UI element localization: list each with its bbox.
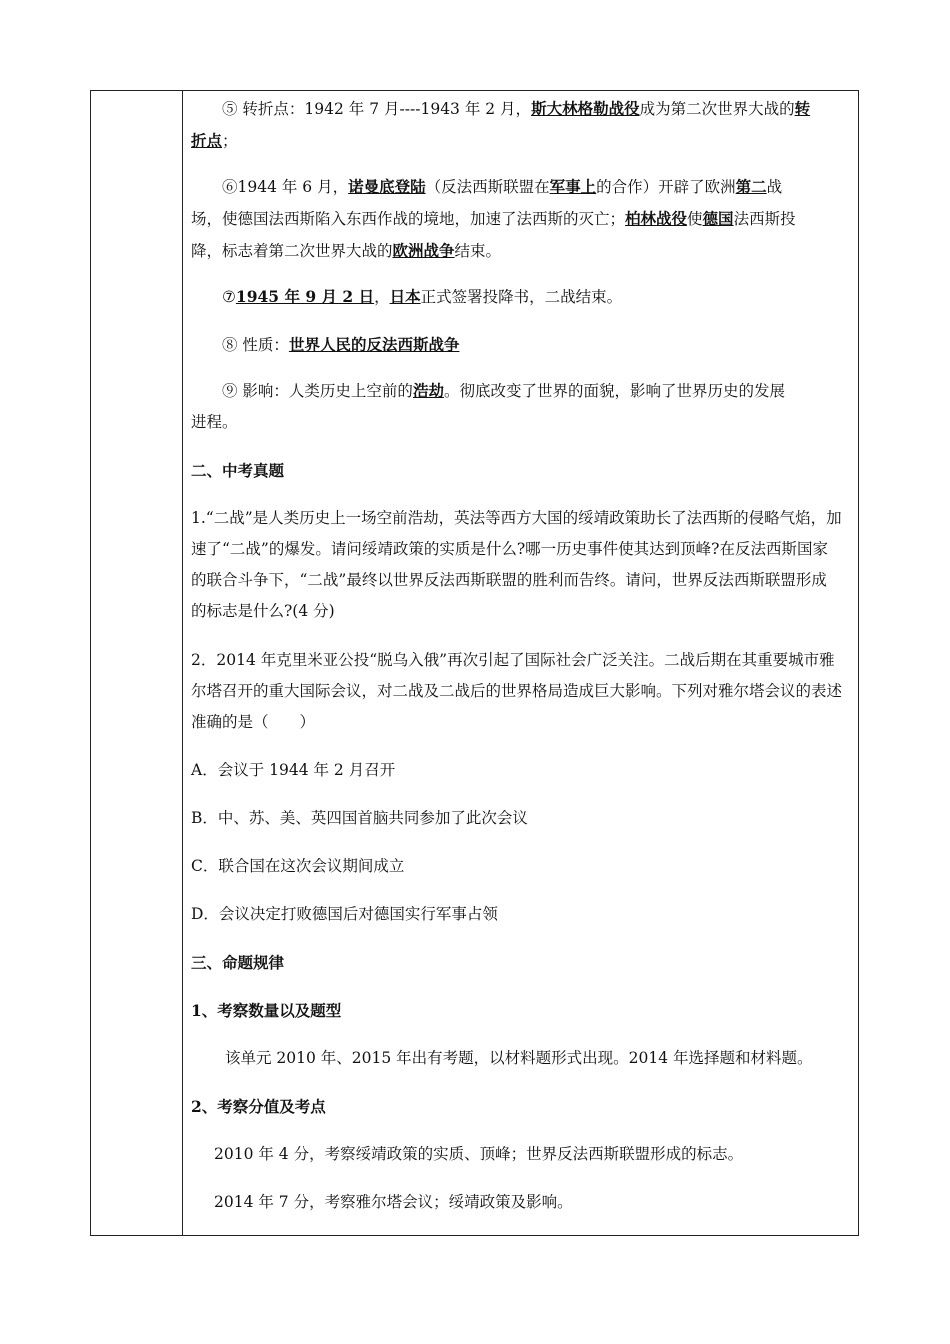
option-b: B．中、苏、美、英四国首脑共同参加了此次会议 xyxy=(191,809,528,827)
key-term: 军事上 xyxy=(549,177,597,196)
point-8 xyxy=(191,329,842,361)
column-divider xyxy=(182,91,183,1235)
section-3-title: 三、命题规律 xyxy=(191,953,285,972)
text: ⑦ xyxy=(222,288,236,306)
text: 战 xyxy=(766,178,783,196)
text: 场，使德国法西斯陷入东西作战的境地，加速了法西斯的灭亡； xyxy=(191,210,626,228)
key-term: 柏林战役 xyxy=(625,209,688,228)
text: ⑨ 影响：人类历史上空前的 xyxy=(222,382,413,400)
question-1: 1.“二战”是人类历史上一场空前浩劫，英法等西方大国的绥靖政策助长了法西斯的侵略气焰，加速了“二战”的爆发。请问绥靖政策的实质是什么?哪一历史事件使其达到顶峰?在反法西斯国家的联合斗争下，“二战”最终以世界反法西斯联盟的胜利而告终。请问，世界反法西斯联盟形成的标志是什么?(4 分) xyxy=(191,509,842,620)
key-term: 折点 xyxy=(191,131,223,150)
outline-table xyxy=(90,90,859,1236)
key-term: 世界人民的反法西斯战争 xyxy=(288,335,460,354)
text: 正式签署投降书，二战结束。 xyxy=(420,288,623,306)
key-term: 1945 年 9 月 2 日 xyxy=(235,287,375,306)
question-2: 2．2014 年克里米亚公投“脱乌入俄”再次引起了国际社会广泛关注。二战后期在其重要城市雅尔塔召开的重大国际会议，对二战及二战后的世界格局造成巨大影响。下列对雅尔塔会议的表述准确的是（ ） xyxy=(191,651,843,731)
text: ⑧ 性质： xyxy=(222,336,289,354)
text: 成为第二次世界大战的 xyxy=(639,100,795,118)
text: 降，标志着第二次世界大战的 xyxy=(191,242,393,260)
text: ⑥1944 年 6 月， xyxy=(222,178,349,196)
key-term: 第二 xyxy=(735,177,767,196)
key-term: 斯大林格勒战役 xyxy=(531,99,640,118)
text: 。彻底改变了世界的面貌，影响了世界历史的发展 xyxy=(443,382,785,400)
text: ⑤ 转折点：1942 年 7 月----1943 年 2 月， xyxy=(222,100,532,118)
subsection-2-title: 2、考察分值及考点 xyxy=(191,1097,326,1116)
text: ， xyxy=(374,288,390,306)
option-d: D．会议决定打败德国后对德国实行军事占领 xyxy=(191,905,498,923)
subsection-1-title: 1、考察数量以及题型 xyxy=(191,1001,342,1020)
key-term: 诺曼底登陆 xyxy=(348,177,426,196)
text: 进程。 xyxy=(191,413,238,431)
text: 结束。 xyxy=(454,242,502,260)
subsection-2-line-2: 2014 年 7 分，考察雅尔塔会议；绥靖政策及影响。 xyxy=(214,1193,573,1211)
point-6 xyxy=(191,171,842,267)
key-term: 转 xyxy=(794,99,811,118)
key-term: 欧洲战争 xyxy=(392,241,455,260)
section-2-title: 二、中考真题 xyxy=(191,461,285,480)
subsection-1-text: 该单元 2010 年、2015 年出有考题，以材料题形式出现。2014 年选择题和材料题。 xyxy=(225,1049,813,1067)
text: （反法西斯联盟在 xyxy=(425,178,550,196)
text: ； xyxy=(222,132,238,150)
text: 使 xyxy=(687,210,703,228)
option-a: A．会议于 1944 年 2 月召开 xyxy=(191,761,396,779)
option-c: C．联合国在这次会议期间成立 xyxy=(191,857,405,875)
key-term: 德国 xyxy=(702,209,734,228)
text: 的合作）开辟了欧洲 xyxy=(596,178,736,196)
point-5 xyxy=(191,93,842,157)
point-7 xyxy=(191,281,842,313)
key-term: 日本 xyxy=(389,287,421,306)
key-term: 浩劫 xyxy=(412,381,444,400)
text: 法西斯投 xyxy=(733,210,796,228)
point-9 xyxy=(191,375,842,438)
subsection-2-line-1: 2010 年 4 分，考察绥靖政策的实质、顶峰；世界反法西斯联盟形成的标志。 xyxy=(214,1145,744,1163)
